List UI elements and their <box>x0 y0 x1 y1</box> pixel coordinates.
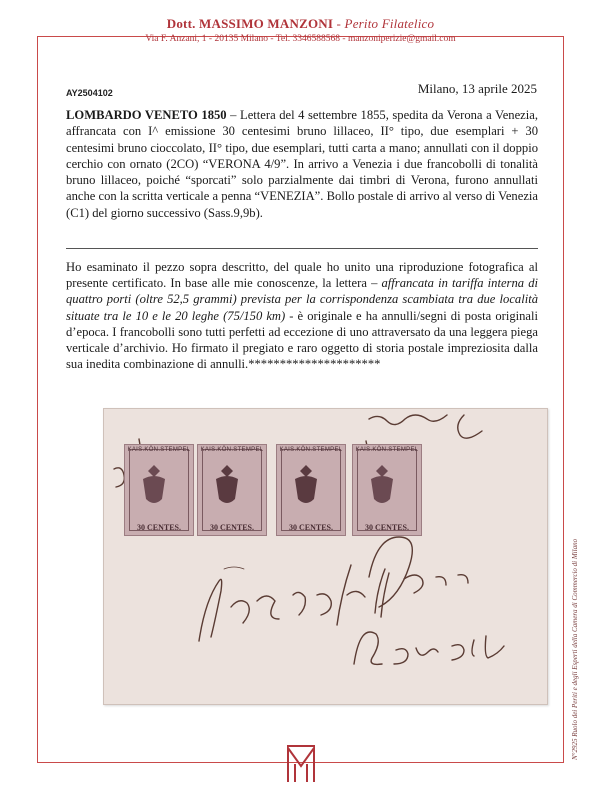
eagle-arms-icon <box>291 461 321 511</box>
stamp-3-value: 30 CENTES. <box>288 523 333 532</box>
expert-registry-note: N°2925 Ruolo dei Periti e degli Esperti della Camera di Commercio di Milano <box>571 538 579 760</box>
cover-photo <box>103 408 548 705</box>
expert-name: Dott. MASSIMO MANZONI <box>166 16 334 31</box>
stamp-3-inscription: KAIS.KÖN.STEMPEL <box>279 447 343 453</box>
stamp-4 <box>352 444 422 536</box>
stamp-1-value: 30 CENTES. <box>136 523 181 532</box>
section-divider <box>66 248 538 249</box>
eagle-arms-icon <box>212 461 242 511</box>
expert-title: Perito Filatelico <box>344 16 435 31</box>
certificate-date: Milano, 13 aprile 2025 <box>417 81 537 96</box>
eagle-arms-icon <box>367 461 397 511</box>
eagle-arms-icon <box>139 461 169 511</box>
opinion-part1: Ho esaminato il pezzo sopra descritto, del quale ho unito una riproduzione fotografica al presente certificato. In base alle mie conoscenze, la lettera – <box>66 260 538 291</box>
stamp-3 <box>276 444 346 536</box>
stamp-2 <box>197 444 267 536</box>
certificate-number: AY2504102 <box>66 88 113 98</box>
stamp-1 <box>124 444 194 536</box>
mm-monogram-logo <box>285 744 317 784</box>
stamp-4-inscription: KAIS.KÖN.STEMPEL <box>355 447 419 453</box>
item-description <box>66 107 538 221</box>
description-lead: LOMBARDO VENETO 1850 <box>66 108 227 122</box>
description-text: – Lettera del 4 settembre 1855, spedita da Verona a Venezia, affrancata con I^ emissione 30 centesimi bruno lillaceo, II° tipo, due esemplari + 30 centesimi bruno cioccolato, II° tipo, due esemplari, tutti carta a mano; annullati con il doppio cerchio con ornato (2CO) “VERONA 4/9”. In arrivo a Venezia i due francobolli di tonalità bruno lillaceo, poiché “sporcati” solo parzialmente dai timbri di Verona, furono annullati anche con la scritta verticale a penna “VENEZIA”. Bollo postale di arrivo al verso di Venezia (C1) del giorno successivo (Sass.9,9b). <box>66 108 538 220</box>
header-separator: - <box>333 16 345 31</box>
stamp-2-inscription: KAIS.KÖN.STEMPEL <box>200 447 264 453</box>
expert-address: Via F. Anzani, 1 - 20135 Milano - Tel. 3346588568 - manzoniperizie@gmail.com <box>145 34 456 44</box>
expert-opinion <box>66 259 538 372</box>
expert-header <box>0 16 601 32</box>
opinion-italic: affrancata in tariffa interna di quattro porti (oltre 52,5 grammi) prevista per la corrispondenza scambiata tra due località situate tra le 10 e le 20 leghe (75/150 km) <box>66 276 538 323</box>
stamp-4-value: 30 CENTES. <box>364 523 409 532</box>
stamp-1-inscription: KAIS.KÖN.STEMPEL <box>127 447 191 453</box>
stamp-2-value: 30 CENTES. <box>209 523 254 532</box>
opinion-part2: - è originale e ha annulli/segni di posta originali d’epoca. I francobolli sono tutti perfetti ad eccezione di uno attraversato da una leggera piega verticale d’archivio. Ho firmato il pregiato e raro oggetto di storia postale impreziosita dalla sua inedita combinazione di annulli.********************* <box>66 308 538 372</box>
